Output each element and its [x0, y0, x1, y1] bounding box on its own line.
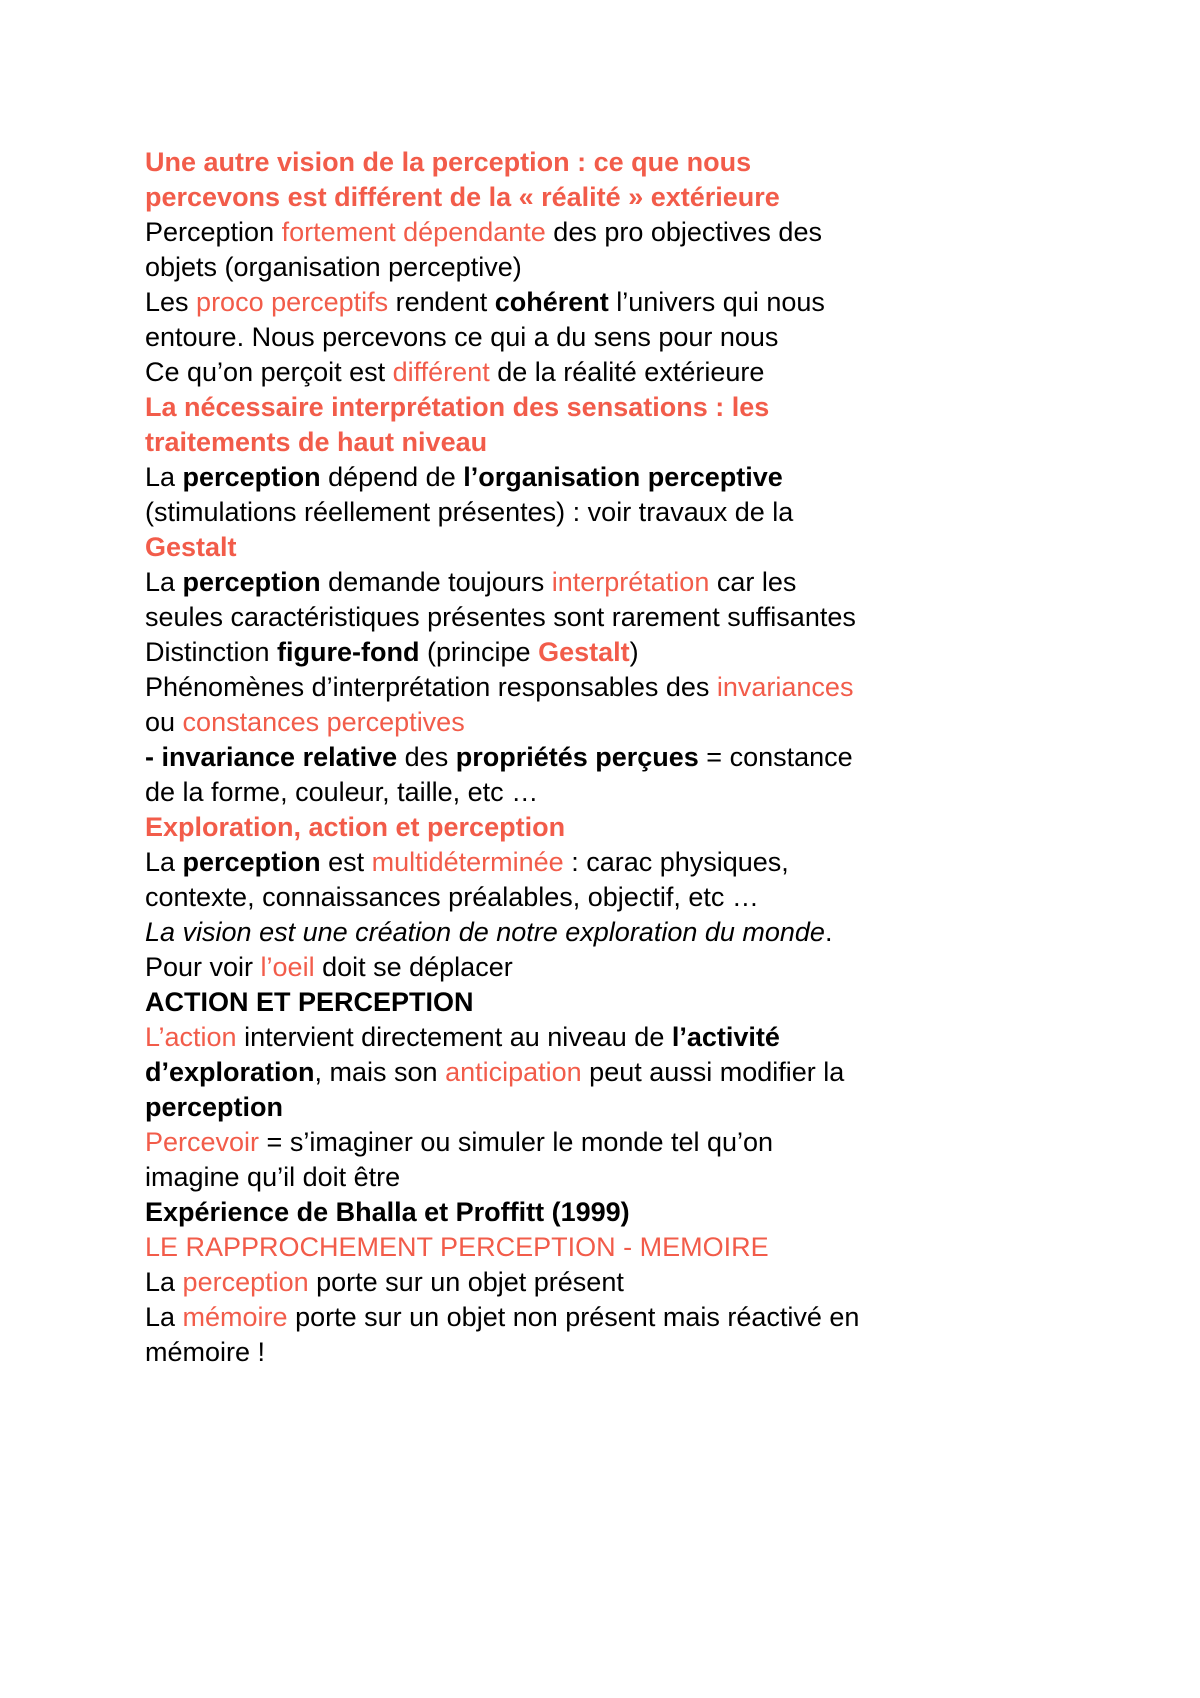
bold-term: cohérent: [494, 287, 609, 317]
text-run: l’univers qui nous: [608, 287, 825, 317]
text-run: , mais son: [314, 1057, 446, 1087]
bold-term: invariance relative: [161, 742, 398, 772]
highlighted-term: LE RAPPROCHEMENT PERCEPTION - MEMOIRE: [145, 1232, 769, 1262]
section-heading: traitements de haut niveau: [145, 427, 488, 457]
text-line: [145, 880, 1045, 915]
text-run: = s’imaginer ou simuler le monde tel qu’on: [259, 1127, 774, 1157]
highlighted-term: multidéterminée: [371, 847, 564, 877]
text-line: [145, 1335, 1045, 1370]
highlighted-term: Gestalt: [538, 637, 630, 667]
text-run: Ce qu’on perçoit est: [145, 357, 393, 387]
section-heading: Exploration, action et perception: [145, 812, 566, 842]
text-run: entoure. Nous percevons ce qui a du sens pour nous: [145, 322, 779, 352]
text-line: [145, 1230, 1045, 1265]
text-run: : carac physiques,: [563, 847, 789, 877]
bold-term: -: [145, 742, 162, 772]
text-run: des pro objectives des: [545, 217, 822, 247]
text-run: de la forme, couleur, taille, etc …: [145, 777, 539, 807]
document-body: [145, 145, 1045, 1370]
text-run: peut aussi modifier la: [581, 1057, 845, 1087]
text-line: [145, 495, 1045, 530]
text-run: (principe: [419, 637, 539, 667]
text-line: [145, 1055, 1045, 1090]
text-run: (stimulations réellement présentes) : voir travaux de la: [145, 497, 794, 527]
text-run: demande toujours: [320, 567, 552, 597]
highlighted-term: différent: [392, 357, 490, 387]
bold-term: l’organisation perceptive: [463, 462, 783, 492]
italic-text: La vision est une création de notre exploration du monde: [145, 917, 825, 947]
text-line: [145, 670, 1045, 705]
bold-term: ACTION ET PERCEPTION: [145, 987, 474, 1017]
text-run: est: [320, 847, 372, 877]
text-run: Distinction: [145, 637, 278, 667]
text-line: [145, 1020, 1045, 1055]
text-run: dépend de: [320, 462, 464, 492]
highlighted-term: constances perceptives: [182, 707, 465, 737]
text-run: seules caractéristiques présentes sont rarement suffisantes: [145, 602, 856, 632]
text-line: [145, 1090, 1045, 1125]
text-line: [145, 285, 1045, 320]
text-run: .: [824, 917, 833, 947]
text-line: [145, 425, 1045, 460]
text-run: ou: [145, 707, 183, 737]
highlighted-term: proco perceptifs: [196, 287, 389, 317]
text-line: [145, 565, 1045, 600]
text-run: Les: [145, 287, 197, 317]
text-run: rendent: [388, 287, 495, 317]
text-line: [145, 215, 1045, 250]
highlighted-term: perception: [182, 1267, 309, 1297]
text-line: [145, 145, 1045, 180]
text-run: Pour voir: [145, 952, 261, 982]
bold-term: d’exploration: [145, 1057, 315, 1087]
highlighted-term: fortement dépendante: [281, 217, 546, 247]
text-run: Perception: [145, 217, 282, 247]
text-run: La: [145, 1302, 183, 1332]
highlighted-term: anticipation: [445, 1057, 582, 1087]
text-line: [145, 950, 1045, 985]
text-line: [145, 600, 1045, 635]
text-line: [145, 845, 1045, 880]
text-line: [145, 1300, 1045, 1335]
text-line: [145, 705, 1045, 740]
text-line: [145, 460, 1045, 495]
text-run: car les: [709, 567, 797, 597]
highlighted-term: l’oeil: [260, 952, 315, 982]
text-line: [145, 775, 1045, 810]
highlighted-term: L’action: [145, 1022, 237, 1052]
text-run: Phénomènes d’interprétation responsables des: [145, 672, 717, 702]
text-run: La: [145, 847, 183, 877]
bold-term: Expérience de Bhalla et Proffitt (1999): [145, 1197, 630, 1227]
text-line: [145, 915, 1045, 950]
highlighted-term: interprétation: [551, 567, 710, 597]
section-heading: La nécessaire interprétation des sensations : les: [145, 392, 770, 422]
bold-term: figure-fond: [277, 637, 420, 667]
text-line: [145, 180, 1045, 215]
text-run: des: [397, 742, 456, 772]
text-run: mémoire !: [145, 1337, 266, 1367]
text-line: [145, 390, 1045, 425]
bold-term: l’activité: [671, 1022, 780, 1052]
text-run: de la réalité extérieure: [489, 357, 765, 387]
text-line: [145, 740, 1045, 775]
highlighted-term: mémoire: [182, 1302, 288, 1332]
text-line: [145, 1265, 1045, 1300]
text-run: doit se déplacer: [314, 952, 513, 982]
text-line: [145, 320, 1045, 355]
text-run: = constance: [698, 742, 853, 772]
highlighted-term: Gestalt: [145, 532, 237, 562]
text-run: La: [145, 462, 183, 492]
text-line: [145, 355, 1045, 390]
text-line: [145, 810, 1045, 845]
text-line: [145, 1125, 1045, 1160]
document-page: [145, 145, 1045, 1370]
bold-term: perception: [182, 847, 321, 877]
highlighted-term: Percevoir: [145, 1127, 260, 1157]
text-line: [145, 530, 1045, 565]
bold-term: perception: [145, 1092, 284, 1122]
text-line: [145, 985, 1045, 1020]
bold-term: perception: [182, 462, 321, 492]
text-run: La: [145, 1267, 183, 1297]
bold-term: perception: [182, 567, 321, 597]
text-run: La: [145, 567, 183, 597]
text-run: intervient directement au niveau de: [236, 1022, 672, 1052]
text-run: contexte, connaissances préalables, objectif, etc …: [145, 882, 759, 912]
text-line: [145, 635, 1045, 670]
section-heading: percevons est différent de la « réalité » extérieure: [145, 182, 780, 212]
section-heading: Une autre vision de la perception : ce que nous: [145, 147, 752, 177]
text-run: porte sur un objet présent: [308, 1267, 624, 1297]
text-run: objets (organisation perceptive): [145, 252, 522, 282]
bold-term: propriétés perçues: [455, 742, 699, 772]
highlighted-term: invariances: [716, 672, 854, 702]
text-line: [145, 250, 1045, 285]
text-run: porte sur un objet non présent mais réactivé en: [287, 1302, 860, 1332]
text-run: imagine qu’il doit être: [145, 1162, 401, 1192]
text-run: ): [629, 637, 639, 667]
text-line: [145, 1195, 1045, 1230]
text-line: [145, 1160, 1045, 1195]
